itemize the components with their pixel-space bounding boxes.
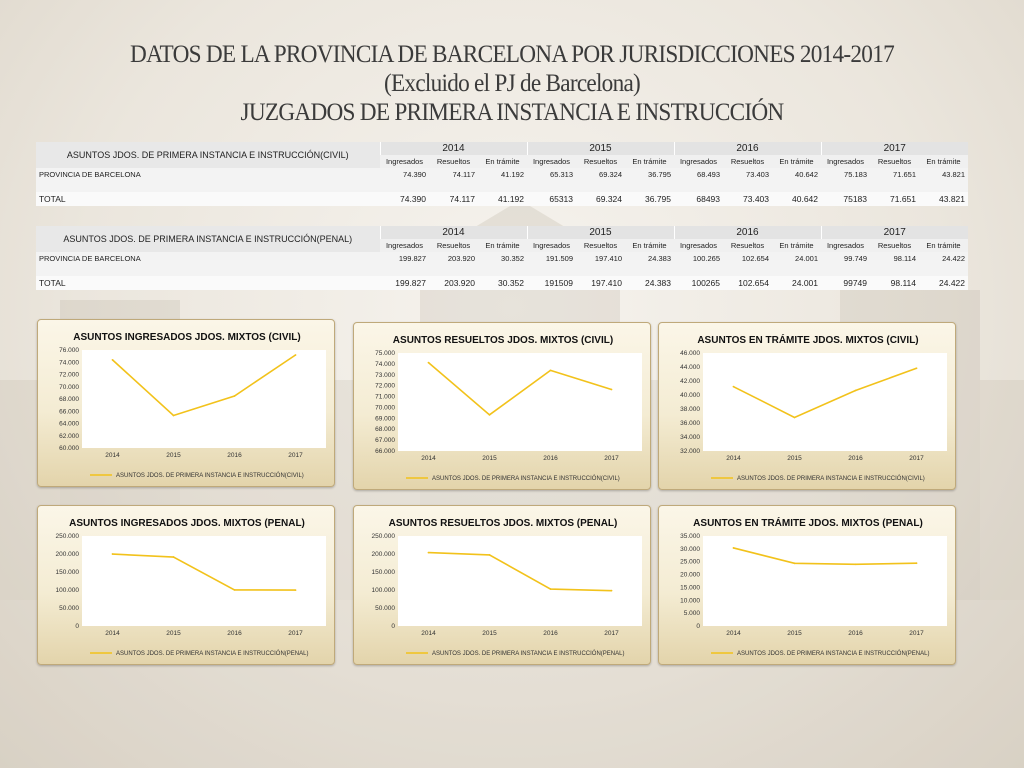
y-tick-label: 32.000 xyxy=(680,448,700,455)
table-cell: 65.313 xyxy=(527,168,576,180)
x-tick-label: 2014 xyxy=(105,630,120,637)
table-cell: 24.383 xyxy=(625,252,674,264)
y-tick-label: 74.000 xyxy=(375,360,395,368)
x-tick-label: 2015 xyxy=(166,630,181,637)
table-cell: 100.265 xyxy=(674,252,723,264)
y-tick-label: 150.000 xyxy=(55,569,79,576)
x-tick-label: 2016 xyxy=(227,452,242,459)
y-tick-label: 30.000 xyxy=(680,545,700,553)
chart-ingresados-civil xyxy=(37,319,335,487)
plot-area xyxy=(82,536,326,626)
x-tick-label: 2016 xyxy=(227,630,242,637)
table-row xyxy=(36,252,968,264)
table-row xyxy=(36,192,968,206)
chart-en-tramite-civil xyxy=(658,322,956,490)
table-cell: 69.324 xyxy=(576,192,625,206)
x-tick-label: 2017 xyxy=(288,452,303,459)
table-cell: 36.795 xyxy=(625,192,674,206)
table-cell: 24.383 xyxy=(625,276,674,290)
data-point xyxy=(733,547,735,549)
data-point xyxy=(916,367,918,369)
x-tick-label: 2016 xyxy=(543,455,558,462)
table-cell: 197.410 xyxy=(576,252,625,264)
data-point xyxy=(428,552,430,554)
column-subheader: Ingresados xyxy=(527,239,576,252)
chart-ingresados-penal xyxy=(37,505,335,665)
x-tick-label: 2014 xyxy=(421,630,436,637)
chart-title: ASUNTOS INGRESADOS JDOS. MIXTOS (CIVIL) xyxy=(73,332,301,343)
table-cell: 74.390 xyxy=(380,192,429,206)
table-cell: 99749 xyxy=(821,276,870,290)
y-tick-label: 46.000 xyxy=(680,350,700,357)
column-subheader: Resueltos xyxy=(723,239,772,252)
x-tick-label: 2014 xyxy=(421,455,436,462)
legend-label: ASUNTOS JDOS. DE PRIMERA INSTANCIA E INSTRUCCIÓN(PENAL) xyxy=(116,651,309,657)
y-tick-label: 71.000 xyxy=(375,393,395,401)
year-header: 2015 xyxy=(527,226,674,239)
year-header: 2015 xyxy=(527,142,674,155)
y-tick-label: 20.000 xyxy=(680,571,700,579)
table-cell: 98.114 xyxy=(870,276,919,290)
civil-data-table xyxy=(36,142,968,206)
column-subheader: Resueltos xyxy=(723,155,772,168)
table-cell: 73.403 xyxy=(723,168,772,180)
title-line-2: (Excluido el PJ de Barcelona) xyxy=(383,70,641,97)
data-point xyxy=(794,562,796,564)
title-line-3: JUZGADOS DE PRIMERA INSTANCIA E INSTRUCCIÓN xyxy=(240,99,784,126)
y-tick-label: 60.000 xyxy=(59,445,79,452)
table-cell: 75.183 xyxy=(821,168,870,180)
x-tick-label: 2014 xyxy=(105,452,120,459)
table-cell: 24.001 xyxy=(772,252,821,264)
data-point xyxy=(234,395,236,397)
y-tick-label: 76.000 xyxy=(59,347,79,354)
x-tick-label: 2017 xyxy=(909,455,924,462)
x-tick-label: 2015 xyxy=(482,630,497,637)
blank-cell xyxy=(36,264,968,276)
table-cell: 102.654 xyxy=(723,252,772,264)
table-cell: 199.827 xyxy=(380,276,429,290)
y-tick-label: 74.000 xyxy=(59,359,79,367)
y-tick-label: 66.000 xyxy=(59,408,79,416)
table-cell: 199.827 xyxy=(380,252,429,264)
data-point xyxy=(112,359,114,361)
table-cell: 43.821 xyxy=(919,168,968,180)
table-row xyxy=(36,168,968,180)
column-subheader: Resueltos xyxy=(870,239,919,252)
table-header-label: ASUNTOS JDOS. DE PRIMERA INSTANCIA E INSTRUCCIÓN(CIVIL) xyxy=(36,142,380,168)
plot-area xyxy=(703,353,947,451)
chart-svg xyxy=(38,320,336,488)
data-point xyxy=(173,556,175,558)
table-cell: 191.509 xyxy=(527,252,576,264)
column-subheader: Ingresados xyxy=(821,155,870,168)
table-cell: 30.352 xyxy=(478,252,527,264)
column-subheader: Resueltos xyxy=(429,155,478,168)
year-header: 2014 xyxy=(380,226,527,239)
y-tick-label: 15.000 xyxy=(680,584,700,592)
y-tick-label: 66.000 xyxy=(375,448,395,455)
plot-area xyxy=(398,536,642,626)
chart-svg xyxy=(354,506,652,666)
table-cell: 75183 xyxy=(821,192,870,206)
y-tick-label: 35.000 xyxy=(680,533,700,540)
title-line-1: DATOS DE LA PROVINCIA DE BARCELONA POR JURISDICCIONES 2014-2017 xyxy=(130,41,894,68)
page-title xyxy=(0,40,1024,127)
chart-svg xyxy=(659,506,957,666)
column-subheader: En trámite xyxy=(919,239,968,252)
x-tick-label: 2014 xyxy=(726,630,741,637)
data-point xyxy=(550,369,552,371)
column-subheader: Resueltos xyxy=(870,155,919,168)
column-subheader: Resueltos xyxy=(576,155,625,168)
y-tick-label: 100.000 xyxy=(55,587,79,594)
table-cell: 41.192 xyxy=(478,192,527,206)
column-subheader: En trámite xyxy=(478,155,527,168)
y-tick-label: 62.000 xyxy=(59,432,79,440)
x-tick-label: 2017 xyxy=(909,630,924,637)
table-cell: 102.654 xyxy=(723,276,772,290)
table-cell: 71.651 xyxy=(870,192,919,206)
y-tick-label: 68.000 xyxy=(59,396,79,403)
table-header-row xyxy=(36,142,968,155)
year-header: 2017 xyxy=(821,226,968,239)
table-blank-row xyxy=(36,180,968,192)
x-tick-label: 2017 xyxy=(604,630,619,637)
y-tick-label: 50.000 xyxy=(375,605,395,612)
table-cell: 74.390 xyxy=(380,168,429,180)
chart-title: ASUNTOS EN TRÁMITE JDOS. MIXTOS (PENAL) xyxy=(693,518,923,529)
data-point xyxy=(489,554,491,556)
data-point xyxy=(295,354,297,356)
row-label: TOTAL xyxy=(36,192,380,206)
data-point xyxy=(733,386,735,388)
column-subheader: En trámite xyxy=(625,155,674,168)
row-label: TOTAL xyxy=(36,276,380,290)
table-cell: 99.749 xyxy=(821,252,870,264)
y-tick-label: 40.000 xyxy=(680,392,700,399)
table-cell: 203.920 xyxy=(429,276,478,290)
column-subheader: En trámite xyxy=(772,155,821,168)
y-tick-label: 5.000 xyxy=(683,610,700,618)
year-header: 2017 xyxy=(821,142,968,155)
table-cell: 73.403 xyxy=(723,192,772,206)
table-cell: 40.642 xyxy=(772,168,821,180)
y-tick-label: 25.000 xyxy=(680,558,700,566)
table-cell: 43.821 xyxy=(919,192,968,206)
table-cell: 40.642 xyxy=(772,192,821,206)
y-tick-label: 73.000 xyxy=(375,371,395,379)
data-point xyxy=(794,417,796,419)
table-cell: 191509 xyxy=(527,276,576,290)
column-subheader: Ingresados xyxy=(674,239,723,252)
table-cell: 98.114 xyxy=(870,252,919,264)
data-point xyxy=(173,415,175,417)
column-subheader: En trámite xyxy=(625,239,674,252)
row-label: PROVINCIA DE BARCELONA xyxy=(36,252,380,264)
y-tick-label: 50.000 xyxy=(59,605,79,612)
table-cell: 24.422 xyxy=(919,276,968,290)
x-tick-label: 2016 xyxy=(848,630,863,637)
data-point xyxy=(916,562,918,564)
data-point xyxy=(855,563,857,565)
table-cell: 30.352 xyxy=(478,276,527,290)
column-subheader: Resueltos xyxy=(576,239,625,252)
column-subheader: Resueltos xyxy=(429,239,478,252)
chart-title: ASUNTOS RESUELTOS JDOS. MIXTOS (CIVIL) xyxy=(392,335,614,346)
y-tick-label: 67.000 xyxy=(375,437,395,445)
table-cell: 24.422 xyxy=(919,252,968,264)
table-cell: 71.651 xyxy=(870,168,919,180)
table-cell: 74.117 xyxy=(429,168,478,180)
x-tick-label: 2017 xyxy=(288,630,303,637)
data-point xyxy=(234,589,236,591)
y-tick-label: 36.000 xyxy=(680,420,700,427)
chart-title: ASUNTOS RESUELTOS JDOS. MIXTOS (PENAL) xyxy=(388,518,618,529)
data-point xyxy=(428,362,430,364)
table-cell: 68493 xyxy=(674,192,723,206)
legend-label: ASUNTOS JDOS. DE PRIMERA INSTANCIA E INSTRUCCIÓN(PENAL) xyxy=(737,651,930,657)
chart-svg xyxy=(354,323,652,491)
table-blank-row xyxy=(36,264,968,276)
y-tick-label: 10.000 xyxy=(680,597,700,605)
data-point xyxy=(550,588,552,590)
column-subheader: En trámite xyxy=(919,155,968,168)
data-point xyxy=(611,590,613,592)
legend-label: ASUNTOS JDOS. DE PRIMERA INSTANCIA E INSTRUCCIÓN(CIVIL) xyxy=(116,473,304,479)
y-tick-label: 68.000 xyxy=(375,426,395,434)
y-tick-label: 72.000 xyxy=(375,382,395,390)
x-tick-label: 2014 xyxy=(726,455,741,462)
column-subheader: Ingresados xyxy=(380,155,429,168)
column-subheader: En trámite xyxy=(772,239,821,252)
y-tick-label: 250.000 xyxy=(55,533,79,540)
year-header: 2014 xyxy=(380,142,527,155)
chart-svg xyxy=(38,506,336,666)
table-cell: 69.324 xyxy=(576,168,625,180)
x-tick-label: 2015 xyxy=(787,455,802,462)
y-tick-label: 0 xyxy=(391,623,395,630)
chart-svg xyxy=(659,323,957,491)
table-cell: 68.493 xyxy=(674,168,723,180)
table-header-label: ASUNTOS JDOS. DE PRIMERA INSTANCIA E INSTRUCCIÓN(PENAL) xyxy=(36,226,380,252)
y-tick-label: 0 xyxy=(696,623,700,630)
table-cell: 197.410 xyxy=(576,276,625,290)
y-tick-label: 69.000 xyxy=(375,415,395,423)
chart-resueltos-penal xyxy=(353,505,651,665)
y-tick-label: 70.000 xyxy=(375,404,395,412)
year-header: 2016 xyxy=(674,226,821,239)
table-row xyxy=(36,276,968,290)
y-tick-label: 200.000 xyxy=(371,551,395,558)
table-cell: 100265 xyxy=(674,276,723,290)
legend-label: ASUNTOS JDOS. DE PRIMERA INSTANCIA E INSTRUCCIÓN(PENAL) xyxy=(432,651,625,657)
column-subheader: Ingresados xyxy=(527,155,576,168)
y-tick-label: 75.000 xyxy=(375,350,395,357)
data-point xyxy=(489,414,491,416)
y-tick-label: 100.000 xyxy=(371,587,395,594)
table-cell: 203.920 xyxy=(429,252,478,264)
chart-en-tramite-penal xyxy=(658,505,956,665)
y-tick-label: 42.000 xyxy=(680,378,700,385)
table-cell: 74.117 xyxy=(429,192,478,206)
y-tick-label: 44.000 xyxy=(680,364,700,371)
x-tick-label: 2016 xyxy=(848,455,863,462)
column-subheader: En trámite xyxy=(478,239,527,252)
legend-label: ASUNTOS JDOS. DE PRIMERA INSTANCIA E INSTRUCCIÓN(CIVIL) xyxy=(737,476,925,482)
y-tick-label: 64.000 xyxy=(59,420,79,428)
row-label: PROVINCIA DE BARCELONA xyxy=(36,168,380,180)
table-cell: 36.795 xyxy=(625,168,674,180)
data-point xyxy=(295,589,297,591)
y-tick-label: 72.000 xyxy=(59,371,79,379)
table-header-row xyxy=(36,226,968,239)
penal-data-table xyxy=(36,226,968,290)
x-tick-label: 2016 xyxy=(543,630,558,637)
x-tick-label: 2015 xyxy=(482,455,497,462)
y-tick-label: 200.000 xyxy=(55,551,79,558)
column-subheader: Ingresados xyxy=(821,239,870,252)
x-tick-label: 2017 xyxy=(604,455,619,462)
y-tick-label: 34.000 xyxy=(680,434,700,441)
data-point xyxy=(855,390,857,392)
year-header: 2016 xyxy=(674,142,821,155)
chart-resueltos-civil xyxy=(353,322,651,490)
column-subheader: Ingresados xyxy=(674,155,723,168)
column-subheader: Ingresados xyxy=(380,239,429,252)
y-tick-label: 150.000 xyxy=(371,569,395,576)
y-tick-label: 38.000 xyxy=(680,406,700,413)
chart-title: ASUNTOS EN TRÁMITE JDOS. MIXTOS (CIVIL) xyxy=(697,335,919,346)
legend-label: ASUNTOS JDOS. DE PRIMERA INSTANCIA E INSTRUCCIÓN(CIVIL) xyxy=(432,476,620,482)
chart-title: ASUNTOS INGRESADOS JDOS. MIXTOS (PENAL) xyxy=(69,518,305,529)
table-cell: 24.001 xyxy=(772,276,821,290)
data-point xyxy=(112,553,114,555)
x-tick-label: 2015 xyxy=(787,630,802,637)
data-point xyxy=(611,389,613,391)
y-tick-label: 250.000 xyxy=(371,533,395,540)
y-tick-label: 0 xyxy=(75,623,79,630)
blank-cell xyxy=(36,180,968,192)
y-tick-label: 70.000 xyxy=(59,383,79,391)
x-tick-label: 2015 xyxy=(166,452,181,459)
table-cell: 65313 xyxy=(527,192,576,206)
table-cell: 41.192 xyxy=(478,168,527,180)
